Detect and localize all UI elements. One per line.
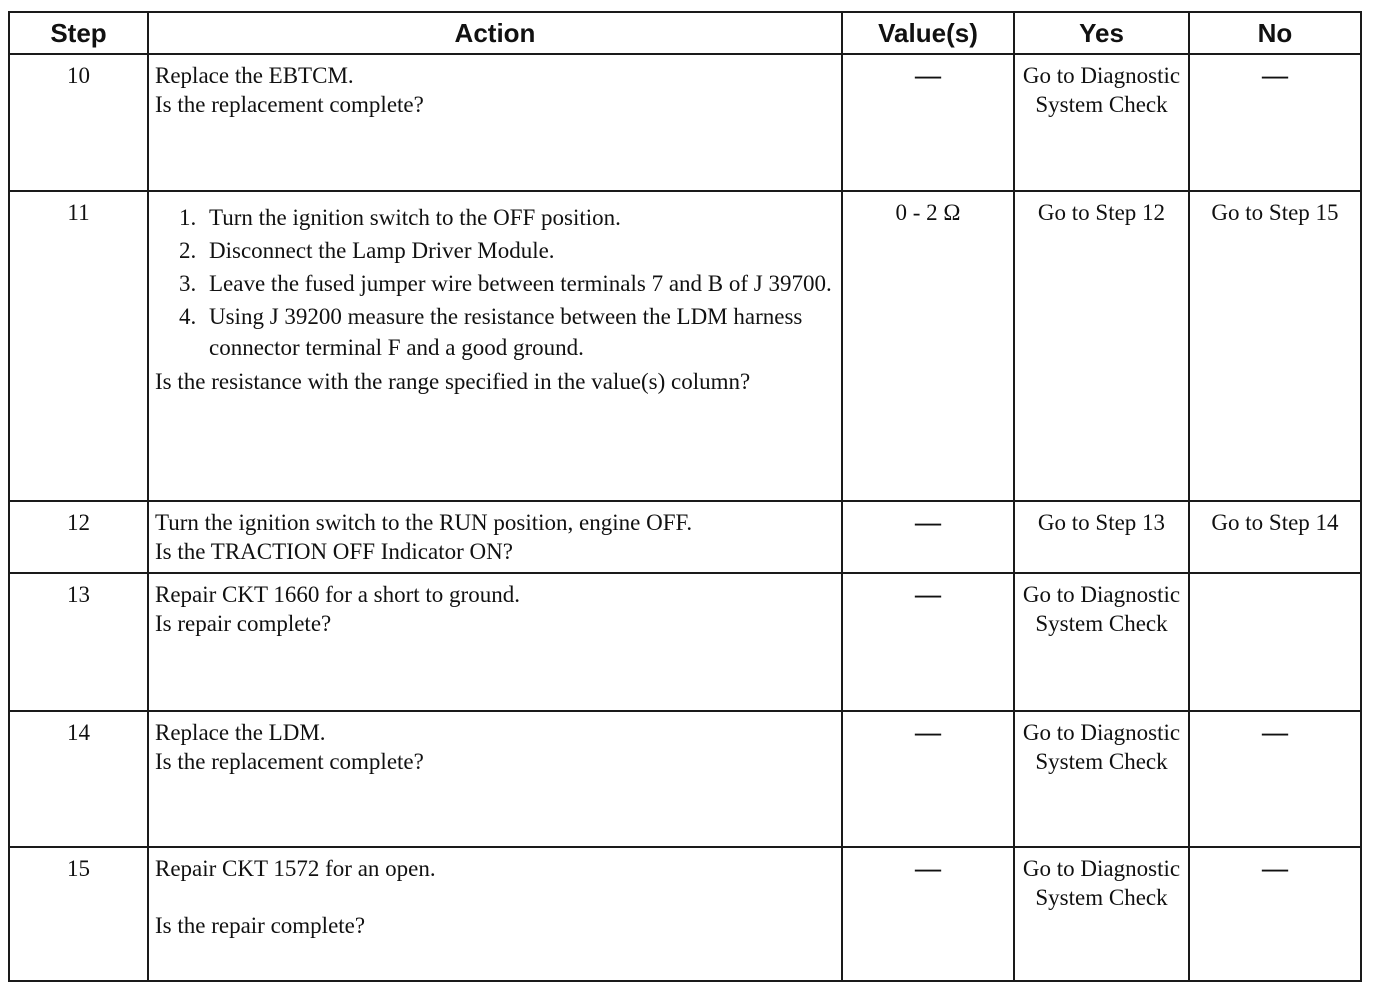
substep-list <box>179 202 833 363</box>
spacer <box>155 883 833 911</box>
no-cell <box>1189 847 1361 981</box>
action-text: Replace the LDM. <box>155 720 326 745</box>
header-row <box>9 12 1361 54</box>
action-cell <box>148 54 842 191</box>
no-cell: Go to Step 14 <box>1189 501 1361 573</box>
action-text: Replace the EBTCM. <box>155 63 354 88</box>
action-cell <box>148 191 842 501</box>
value-cell <box>842 501 1014 573</box>
action-text: Turn the ignition switch to the RUN position, engine OFF. <box>155 510 693 535</box>
header-action: Action <box>148 12 842 54</box>
yes-cell: Go to Step 12 <box>1014 191 1189 501</box>
no-cell: Go to Step 15 <box>1189 191 1361 501</box>
substep-item: 3. Leave the fused jumper wire between terminals 7 and B of J 39700. <box>179 271 832 296</box>
action-question: Is the replacement complete? <box>155 92 424 117</box>
yes-cell: Go to Diagnostic System Check <box>1014 573 1189 711</box>
yes-cell: Go to Diagnostic System Check <box>1014 711 1189 847</box>
value-cell <box>842 54 1014 191</box>
action-question: Is the resistance with the range specified in the value(s) column? <box>155 369 751 394</box>
table-row-step-12 <box>9 501 1361 573</box>
step-number: 14 <box>9 711 148 847</box>
action-question: Is the TRACTION OFF Indicator ON? <box>155 539 513 564</box>
step-number: 12 <box>9 501 148 573</box>
no-cell <box>1189 711 1361 847</box>
step-number: 11 <box>9 191 148 501</box>
yes-cell: Go to Step 13 <box>1014 501 1189 573</box>
value-cell <box>842 847 1014 981</box>
value-dash: — <box>915 61 941 90</box>
step-number: 10 <box>9 54 148 191</box>
action-cell <box>148 847 842 981</box>
action-text: Repair CKT 1660 for a short to ground. <box>155 582 520 607</box>
table-row-step-15 <box>9 847 1361 981</box>
header-no: No <box>1189 12 1361 54</box>
no-dash: — <box>1262 61 1288 90</box>
action-cell <box>148 573 842 711</box>
action-question: Is the replacement complete? <box>155 749 424 774</box>
substep-item: 1. Turn the ignition switch to the OFF position. <box>179 205 621 230</box>
action-cell <box>148 711 842 847</box>
no-cell <box>1189 54 1361 191</box>
action-cell <box>148 501 842 573</box>
table-row-step-10 <box>9 54 1361 191</box>
action-question: Is repair complete? <box>155 611 332 636</box>
value-cell <box>842 573 1014 711</box>
no-dash: — <box>1262 854 1288 883</box>
value-cell: 0 - 2 Ω <box>842 191 1014 501</box>
step-number: 15 <box>9 847 148 981</box>
table-row-step-14 <box>9 711 1361 847</box>
no-dash: — <box>1262 718 1288 747</box>
header-step: Step <box>9 12 148 54</box>
value-dash: — <box>915 718 941 747</box>
value-dash: — <box>915 508 941 537</box>
yes-cell: Go to Diagnostic System Check <box>1014 847 1189 981</box>
value-cell <box>842 711 1014 847</box>
action-text: Repair CKT 1572 for an open. <box>155 856 436 881</box>
header-value: Value(s) <box>842 12 1014 54</box>
table-row-step-11 <box>9 191 1361 501</box>
header-yes: Yes <box>1014 12 1189 54</box>
table-row-step-13 <box>9 573 1361 711</box>
substep-item: 2. Disconnect the Lamp Driver Module. <box>179 238 555 263</box>
diagnostic-table <box>8 11 1362 982</box>
step-number: 13 <box>9 573 148 711</box>
value-dash: — <box>915 580 941 609</box>
value-dash: — <box>915 854 941 883</box>
no-cell <box>1189 573 1361 711</box>
action-question: Is the repair complete? <box>155 913 366 938</box>
substep-item: 4. Using J 39200 measure the resistance between the LDM harness connector terminal F and a good ground. <box>179 304 803 360</box>
yes-cell: Go to Diagnostic System Check <box>1014 54 1189 191</box>
